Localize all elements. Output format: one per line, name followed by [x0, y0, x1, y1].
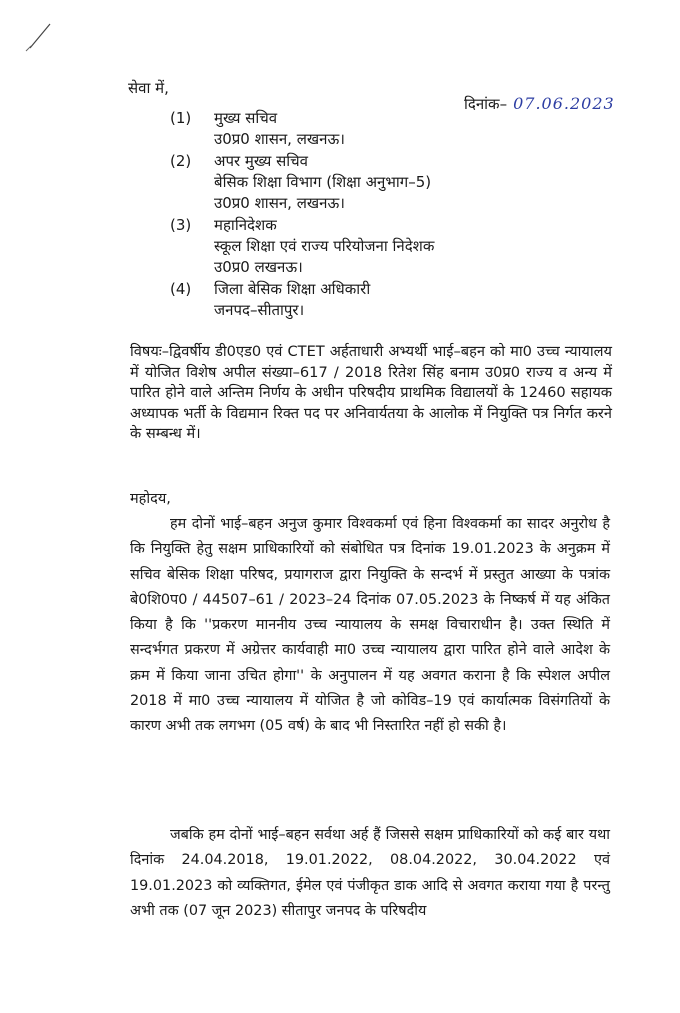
- body-paragraph-2: जबकि हम दोनों भाई–बहन सर्वथा अर्ह हैं जिससे सक्षम प्राधिकारियों को कई बार यथा दिनांक 24.04.2018, 19.01.2022, 08.04.2022, 30.04.2022 एवं 19.01.2023 को व्यक्तिगत, ईमेल एवं पंजीकृत डाक आदि से अवगत कराया गया है परन्तु अभी तक (07 जून 2023) सीतापुर जनपद के परिषदीय: [130, 827, 610, 919]
- recipient-line: मुख्य सचिव: [214, 109, 278, 127]
- recipient-line: उ0प्र0 शासन, लखनऊ।: [214, 194, 345, 212]
- pen-mark-icon: [22, 18, 56, 52]
- greeting: महोदय,: [130, 491, 171, 507]
- recipient-3: [170, 215, 550, 278]
- recipient-line: स्कूल शिक्षा एवं राज्य परियोजना निदेशक: [214, 237, 435, 255]
- to-label: सेवा में,: [128, 79, 169, 97]
- recipient-line: जिला बेसिक शिक्षा अधिकारी: [214, 280, 371, 298]
- date-label: दिनांक–: [464, 95, 508, 113]
- recipient-2: [170, 151, 550, 214]
- date-value: 07.06.2023: [513, 94, 615, 113]
- recipient-line: उ0प्र0 शासन, लखनऊ।: [214, 130, 345, 148]
- recipient-list: [170, 108, 550, 322]
- subject-label: विषयः–: [130, 343, 170, 360]
- recipient-line: जनपद–सीतापुर।: [214, 301, 305, 319]
- subject-block: [130, 342, 612, 445]
- recipient-1: [170, 108, 550, 150]
- recipient-line: बेसिक शिक्षा विभाग (शिक्षा अनुभाग–5): [214, 173, 432, 191]
- recipient-line: महानिदेशक: [214, 216, 277, 234]
- recipient-line: अपर मुख्य सचिव: [214, 152, 308, 170]
- recipient-4: [170, 279, 550, 321]
- recipient-number: (2): [170, 152, 192, 170]
- subject-text: द्विवर्षीय डी0एड0 एवं CTET अर्हताधारी अभ्यर्थी भाई–बहन को मा0 उच्च न्यायालय में योजित विशेष अपील संख्या–617 / 2018 रितेश सिंह बनाम उ0प्र0 राज्य व अन्य में पारित होने वाले अन्तिम निर्णय के अधीन परिषदीय प्राथमिक विद्यालयों के 12460 सहायक अध्यापक भर्ती के विद्यमान रिक्त पद पर अनिवार्यतया के आलोक में नियुक्ति पत्र निर्गत करने के सम्बन्ध में।: [130, 343, 612, 442]
- recipient-number: (4): [170, 280, 192, 298]
- recipient-number: (3): [170, 216, 192, 234]
- body-paragraph-1: हम दोनों भाई–बहन अनुज कुमार विश्वकर्मा एवं हिना विश्वकर्मा का सादर अनुरोध है कि नियुक्ति हेतु सक्षम प्राधिकारियों को संबोधित पत्र दिनांक 19.01.2023 के अनुक्रम में सचिव बेसिक शिक्षा परिषद, प्रयागराज द्वारा नियुक्ति के सन्दर्भ में प्रस्तुत आख्या के पत्रांक बे0शि0प0 / 44507–61 / 2023–24 दिनांक 07.05.2023 के निष्कर्ष में यह अंकित किया है कि ''प्रकरण माननीय उच्च न्यायालय के समक्ष विचाराधीन है। उक्त स्थिति में सन्दर्भगत प्रकरण में अग्रेत्तर कार्यवाही मा0 उच्च न्यायालय द्वारा पारित होने वाले आदेश के क्रम में किया जाना उचित होगा'' के अनुपालन में यह अवगत कराना है कि स्पेशल अपील 2018 में मा0 उच्च न्यायालय में योजित है जो कोविड–19 एवं कार्यात्मक विसंगतियों के कारण अभी तक लगभग (05 वर्ष) के बाद भी निस्तारित नहीं हो सकी है।: [130, 516, 610, 735]
- recipient-number: (1): [170, 109, 192, 127]
- recipient-line: उ0प्र0 लखनऊ।: [214, 258, 303, 276]
